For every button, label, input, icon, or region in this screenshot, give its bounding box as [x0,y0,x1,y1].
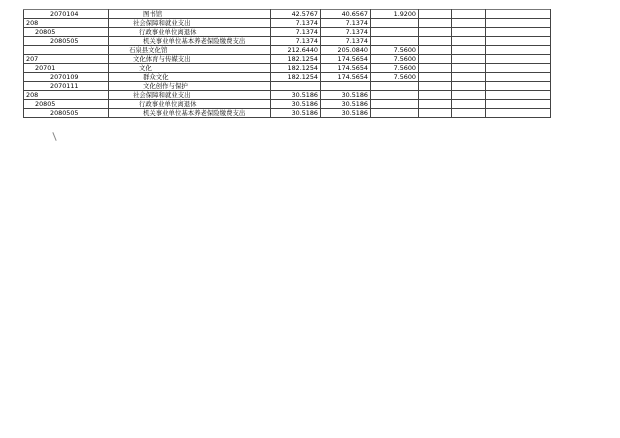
basic-cell: 205.0840 [321,46,371,55]
blank-cell-1 [419,19,452,28]
item-name-cell: 图书馆 [109,10,271,19]
project-cell: 1.9200 [371,10,419,19]
code-cell: 20805 [24,100,109,109]
blank-cell-1 [419,55,452,64]
blank-cell-3 [486,64,551,73]
blank-cell-1 [419,64,452,73]
basic-cell: 30.5186 [321,109,371,118]
blank-cell-2 [452,109,486,118]
table-row [24,82,551,91]
total-cell: 7.1374 [271,19,321,28]
blank-cell-1 [419,37,452,46]
code-cell: 207 [24,55,109,64]
item-name-cell: 文化创作与保护 [109,82,271,91]
blank-cell-3 [486,82,551,91]
item-name-cell: 机关事业单位基本养老保险缴费支出 [109,109,271,118]
basic-cell: 174.5654 [321,73,371,82]
blank-cell-1 [419,82,452,91]
code-cell: 2070104 [24,10,109,19]
item-name-cell: 群众文化 [109,73,271,82]
table-row [24,64,551,73]
blank-cell-1 [419,10,452,19]
basic-cell: 7.1374 [321,37,371,46]
table-row [24,10,551,19]
project-cell [371,82,419,91]
blank-cell-2 [452,10,486,19]
code-cell: 208 [24,19,109,28]
table-row [24,46,551,55]
blank-cell-3 [486,10,551,19]
blank-cell-3 [486,46,551,55]
item-name-cell: 社会保障和就业支出 [109,91,271,100]
item-name-cell: 行政事业单位离退休 [109,100,271,109]
basic-cell: 174.5654 [321,55,371,64]
table-row [24,100,551,109]
code-cell: 2080505 [24,109,109,118]
table-row [24,73,551,82]
budget-table [23,9,551,118]
blank-cell-2 [452,37,486,46]
basic-cell: 7.1374 [321,19,371,28]
item-name-cell: 机关事业单位基本养老保险缴费支出 [109,37,271,46]
blank-cell-2 [452,19,486,28]
project-cell [371,100,419,109]
blank-cell-3 [486,100,551,109]
project-cell [371,109,419,118]
basic-cell: 30.5186 [321,100,371,109]
blank-cell-2 [452,28,486,37]
code-cell: 2070109 [24,73,109,82]
blank-cell-2 [452,64,486,73]
blank-cell-1 [419,73,452,82]
blank-cell-2 [452,55,486,64]
blank-cell-3 [486,37,551,46]
item-name-cell: 社会保障和就业支出 [109,19,271,28]
total-cell: 182.1254 [271,73,321,82]
project-cell: 7.5600 [371,55,419,64]
blank-cell-1 [419,91,452,100]
blank-cell-3 [486,28,551,37]
total-cell: 212.6440 [271,46,321,55]
basic-cell: 174.5654 [321,64,371,73]
code-cell: 2070111 [24,82,109,91]
total-cell: 42.5767 [271,10,321,19]
basic-cell: 7.1374 [321,28,371,37]
project-cell [371,19,419,28]
total-cell: 182.1254 [271,55,321,64]
item-name-cell: 文化体育与传媒支出 [109,55,271,64]
blank-cell-2 [452,100,486,109]
blank-cell-1 [419,100,452,109]
code-cell: 20805 [24,28,109,37]
basic-cell: 30.5186 [321,91,371,100]
item-name-cell: 文化 [109,64,271,73]
blank-cell-3 [486,109,551,118]
blank-cell-1 [419,46,452,55]
stray-mark [52,132,56,141]
basic-cell: 40.6567 [321,10,371,19]
table-row [24,55,551,64]
total-cell [271,82,321,91]
blank-cell-1 [419,28,452,37]
code-cell [24,46,109,55]
table-row [24,37,551,46]
project-cell: 7.5600 [371,46,419,55]
code-cell: 208 [24,91,109,100]
table-row [24,19,551,28]
code-cell: 2080505 [24,37,109,46]
item-name-cell: 石泉县文化馆 [109,46,271,55]
total-cell: 30.5186 [271,109,321,118]
blank-cell-3 [486,73,551,82]
project-cell [371,37,419,46]
project-cell: 7.5600 [371,64,419,73]
total-cell: 7.1374 [271,37,321,46]
blank-cell-2 [452,82,486,91]
total-cell: 30.5186 [271,100,321,109]
code-cell: 20701 [24,64,109,73]
blank-cell-2 [452,73,486,82]
total-cell: 182.1254 [271,64,321,73]
total-cell: 30.5186 [271,91,321,100]
table-row [24,109,551,118]
project-cell [371,28,419,37]
total-cell: 7.1374 [271,28,321,37]
basic-cell [321,82,371,91]
item-name-cell: 行政事业单位离退休 [109,28,271,37]
table-body [24,10,551,118]
blank-cell-1 [419,109,452,118]
blank-cell-3 [486,19,551,28]
project-cell [371,91,419,100]
table-row [24,91,551,100]
table-row [24,28,551,37]
blank-cell-3 [486,55,551,64]
project-cell: 7.5600 [371,73,419,82]
blank-cell-2 [452,91,486,100]
blank-cell-2 [452,46,486,55]
blank-cell-3 [486,91,551,100]
